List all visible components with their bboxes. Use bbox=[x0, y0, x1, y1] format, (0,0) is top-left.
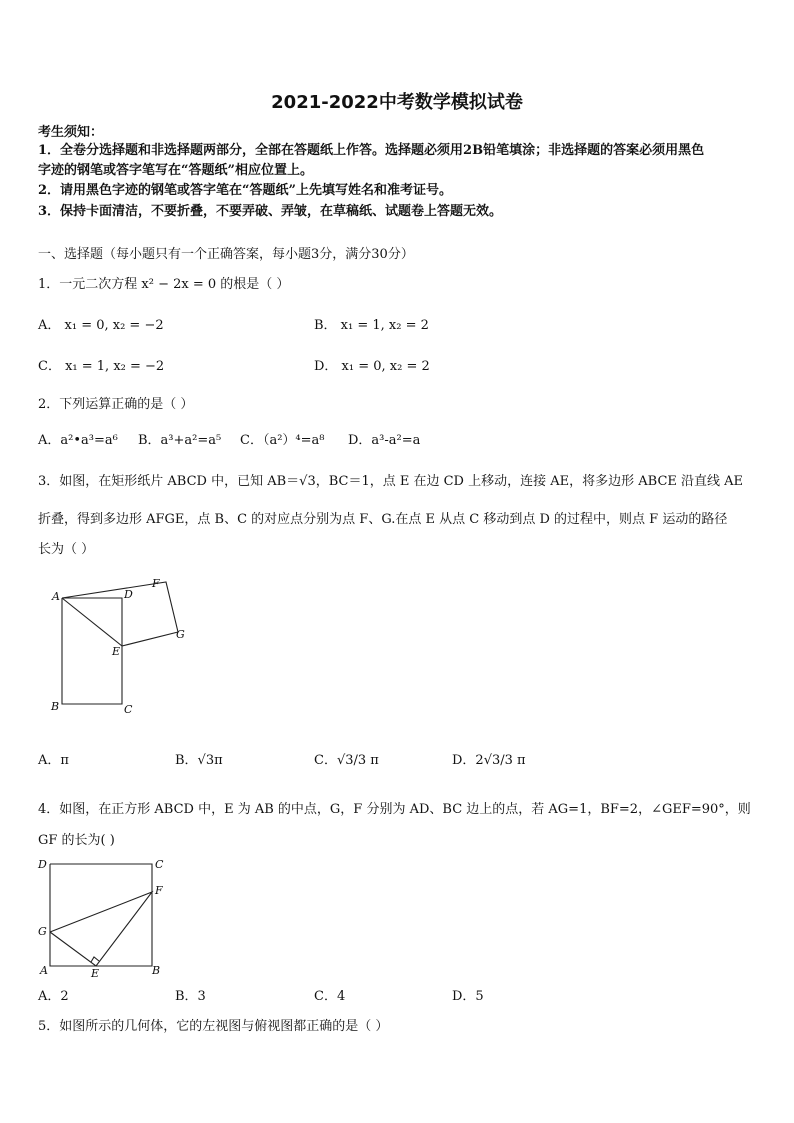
q2-option-b: B．a³+a²=a⁵ bbox=[138, 433, 222, 448]
notice-item-2: 2．请用黑色字迹的钢笔或答字笔在“答题纸”上先填写姓名和准考证号。 bbox=[38, 183, 453, 198]
q3-figure bbox=[44, 574, 194, 720]
q3-option-c: C．√3/3 π bbox=[314, 753, 379, 768]
q4-option-b: B．3 bbox=[175, 989, 206, 1004]
q3-segment-ae bbox=[62, 598, 122, 646]
q4-label-f: F bbox=[155, 884, 163, 897]
q1-option-c: C． x₁ = 1, x₂ = −2 bbox=[38, 359, 165, 374]
q4-label-g: G bbox=[38, 925, 47, 938]
section-heading: 一、选择题（每小题只有一个正确答案，每小题3分，满分30分） bbox=[38, 247, 414, 262]
q3-line-1: 3．如图，在矩形纸片 ABCD 中，已知 AB＝√3，BC＝1，点 E 在边 CD 上移动，连接 AE，将多边形 ABCE 沿直线 AE bbox=[38, 474, 744, 489]
q4-square bbox=[50, 864, 152, 966]
q3-label-d: D bbox=[124, 588, 133, 601]
q3-line-2: 折叠，得到多边形 AFGE，点 B、C 的对应点分别为点 F、G.在点 E 从点 C 移动到点 D 的过程中，则点 F 运动的路径 bbox=[38, 512, 728, 527]
q4-label-c: C bbox=[155, 858, 164, 871]
q3-label-f: F bbox=[152, 577, 160, 590]
q4-figure bbox=[36, 856, 172, 980]
q5-stem: 5．如图所示的几何体，它的左视图与俯视图都正确的是（ ） bbox=[38, 1019, 389, 1034]
q1-option-d: D． x₁ = 0, x₂ = 2 bbox=[314, 359, 430, 374]
q4-option-c: C．4 bbox=[314, 989, 346, 1004]
q1-option-a: A． x₁ = 0, x₂ = −2 bbox=[38, 318, 164, 333]
notice-item-3: 3．保持卡面清洁，不要折叠，不要弄破、弄皱，在草稿纸、试题卷上答题无效。 bbox=[38, 204, 503, 219]
q4-label-b: B bbox=[152, 964, 161, 977]
q4-option-a: A．2 bbox=[38, 989, 69, 1004]
q3-fold-polygon bbox=[62, 582, 178, 646]
q3-option-a: A．π bbox=[38, 753, 69, 768]
q4-label-e: E bbox=[91, 967, 100, 980]
q4-label-d: D bbox=[38, 858, 47, 871]
q4-label-a: A bbox=[40, 964, 48, 977]
q3-label-e: E bbox=[112, 645, 121, 658]
q3-option-b: B．√3π bbox=[175, 753, 223, 768]
q4-right-angle-mark bbox=[91, 957, 99, 962]
q3-label-b: B bbox=[51, 700, 60, 713]
q2-option-d: D．a³-a²=a bbox=[348, 433, 421, 448]
notice-item-1: 1．全卷分选择题和非选择题两部分，全部在答题纸上作答。选择题必须用2B铅笔填涂；非选择题的答案必须用黑色 bbox=[38, 143, 705, 158]
q3-label-g: G bbox=[176, 628, 185, 641]
q4-line-1: 4．如图，在正方形 ABCD 中，E 为 AB 的中点，G，F 分别为 AD、BC 边上的点，若 AG=1，BF=2，∠GEF=90°，则 bbox=[38, 802, 751, 817]
q4-line-2: GF 的长为( ) bbox=[38, 833, 115, 848]
notice-heading: 考生须知： bbox=[38, 125, 104, 140]
q4-triangle-gef bbox=[50, 892, 152, 966]
q2-option-c: C．（a²）⁴=a⁸ bbox=[240, 433, 325, 448]
q4-option-d: D．5 bbox=[452, 989, 484, 1004]
notice-item-1-cont: 字迹的钢笔或答字笔写在“答题纸”相应位置上。 bbox=[38, 163, 313, 178]
q2-stem: 2．下列运算正确的是（ ） bbox=[38, 397, 194, 412]
q3-line-3: 长为（ ） bbox=[38, 542, 95, 557]
q3-label-c: C bbox=[124, 703, 133, 716]
q3-option-d: D．2√3/3 π bbox=[452, 753, 526, 768]
q3-label-a: A bbox=[52, 590, 60, 603]
exam-title: 2021-2022中考数学模拟试卷 bbox=[271, 92, 523, 113]
q1-option-b: B． x₁ = 1, x₂ = 2 bbox=[314, 318, 429, 333]
q2-option-a: A．a²•a³=a⁶ bbox=[38, 433, 118, 448]
q1-stem: 1．一元二次方程 x² − 2x = 0 的根是（ ） bbox=[38, 277, 290, 292]
